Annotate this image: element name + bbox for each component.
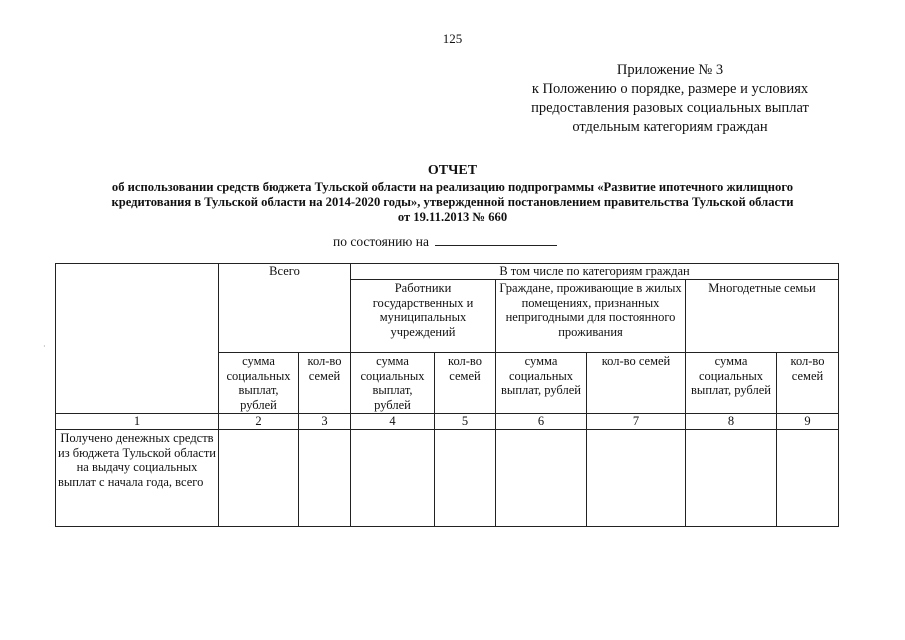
column-number: 1 [56, 414, 219, 430]
data-cell[interactable] [777, 430, 839, 527]
data-cell[interactable] [587, 430, 686, 527]
report-subtitle-line: кредитования в Тульской области на 2014-2020 годы», утвержденной постановлением правительства Тульской области [111, 195, 794, 209]
column-number: 5 [435, 414, 496, 430]
data-cell[interactable] [496, 430, 587, 527]
count-column-header: кол-во семей [435, 353, 496, 414]
report-title [20, 162, 885, 225]
scan-mark: · [43, 342, 46, 351]
table-row [56, 430, 839, 527]
as-of-label: по состоянию на [333, 234, 429, 249]
column-number: 9 [777, 414, 839, 430]
appendix-number: Приложение № 3 [616, 62, 724, 78]
column-number: 7 [587, 414, 686, 430]
category-header-workers: Работники государственных и муниципальных учреждений [351, 280, 496, 353]
categories-header: В том числе по категориям граждан [351, 264, 839, 280]
count-column-header: кол-во семей [777, 353, 839, 414]
category-header-large-families: Многодетные семьи [686, 280, 839, 353]
as-of-date-blank[interactable] [435, 233, 557, 246]
report-subtitle-line: об использовании средств бюджета Тульской области на реализацию подпрограммы «Развитие ипотечного жилищного [111, 180, 794, 194]
row-label-header-cell [56, 264, 219, 414]
report-heading: ОТЧЕТ [427, 163, 478, 178]
data-cell[interactable] [299, 430, 351, 527]
sum-column-header: сумма социальных выплат, рублей [219, 353, 299, 414]
count-column-header: кол-во семей [299, 353, 351, 414]
column-number: 8 [686, 414, 777, 430]
appendix-line: предоставления разовых социальных выплат [531, 100, 809, 116]
data-cell[interactable] [351, 430, 435, 527]
sum-column-header: сумма социальных выплат, рублей [496, 353, 587, 414]
row-label: Получено денежных средств из бюджета Тульской области на выдачу социальных выплат с начала года, всего [56, 430, 219, 527]
count-column-header: кол-во семей [587, 353, 686, 414]
column-number: 4 [351, 414, 435, 430]
as-of-date-field [333, 233, 557, 250]
column-number: 6 [496, 414, 587, 430]
appendix-line: отдельным категориям граждан [572, 119, 768, 135]
page-number: 125 [442, 31, 463, 46]
category-header-unfit-housing: Граждане, проживающие в жилых помещениях, признанных непригодными для постоянного проживания [496, 280, 686, 353]
data-cell[interactable] [219, 430, 299, 527]
sum-column-header: сумма социальных выплат, рублей [351, 353, 435, 414]
appendix-line: к Положению о порядке, размере и условиях [531, 81, 809, 97]
data-cell[interactable] [686, 430, 777, 527]
sum-column-header: сумма социальных выплат, рублей [686, 353, 777, 414]
column-number: 3 [299, 414, 351, 430]
column-number: 2 [219, 414, 299, 430]
appendix-header [470, 61, 870, 137]
total-header: Всего [219, 264, 351, 353]
data-cell[interactable] [435, 430, 496, 527]
report-table [55, 263, 839, 527]
report-subtitle-line: от 19.11.2013 № 660 [397, 210, 508, 224]
